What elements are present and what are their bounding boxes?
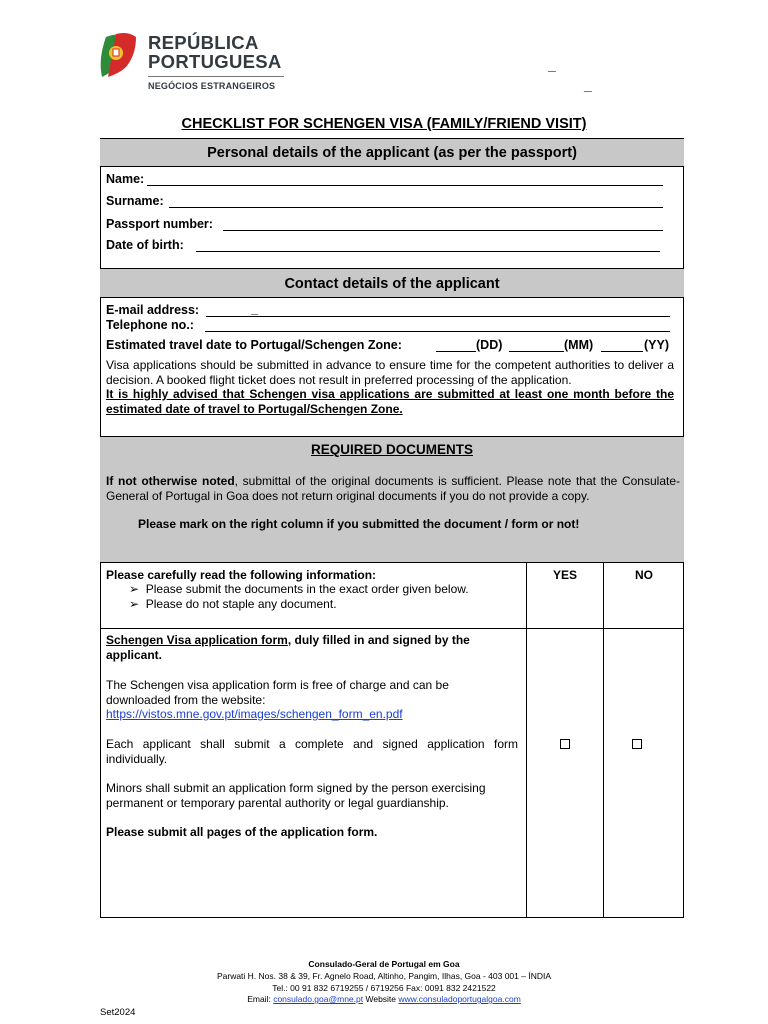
info-bullet-1-text: Please submit the documents in the exact order given below. <box>145 582 469 596</box>
no-column-header: NO <box>635 568 653 582</box>
dob-field[interactable] <box>196 238 660 252</box>
logo <box>98 31 288 95</box>
travel-month-field[interactable] <box>509 338 564 352</box>
header-mark-2: _ <box>584 77 592 93</box>
phone-field[interactable] <box>205 318 670 332</box>
travel-dd-label: (DD) <box>476 338 503 352</box>
arrow-bullet-icon: ➢ <box>129 582 140 596</box>
form-item-heading-link: Schengen Visa application form <box>106 633 288 647</box>
info-heading: Please carefully read the following information: <box>106 568 377 582</box>
footer-email-link[interactable]: consulado.goa@mne.pt <box>273 994 364 1004</box>
form-yes-checkbox[interactable] <box>560 739 570 749</box>
footer-address: Parwati H. Nos. 38 & 39, Fr. Agnelo Road, Altinho, Pangim, Ilhas, Goa - 403 001 – ÍNDIA <box>216 971 552 981</box>
footer-website-label: Website <box>363 994 399 1004</box>
dob-label: Date of birth: <box>106 238 184 252</box>
row-divider <box>100 628 684 629</box>
form-no-checkbox[interactable] <box>632 739 642 749</box>
form-download-link[interactable]: https://vistos.mne.gov.pt/images/schengen_form_en.pdf <box>106 707 403 721</box>
form-item-paragraph-3: Minors shall submit an application form signed by the person exercising permanent or temporary parental authority or legal guardianship. <box>106 781 486 810</box>
required-note <box>106 474 680 503</box>
travel-mm-label: (MM) <box>564 338 594 352</box>
travel-day-field[interactable] <box>436 338 476 352</box>
passport-label: Passport number: <box>106 217 213 231</box>
info-bullet-2-text: Please do not staple any document. <box>145 597 337 611</box>
surname-field[interactable] <box>169 194 663 208</box>
email-label: E-mail address: <box>106 303 200 317</box>
required-documents-heading: REQUIRED DOCUMENTS <box>310 442 473 457</box>
submission-notice: Visa applications should be submitted in advance to ensure time for the competent authorities to deliver a decision. A booked flight ticket does not result in preferred processing of the application. <box>106 358 674 387</box>
mark-instruction: Please mark on the right column if you submitted the document / form or not! <box>138 517 580 531</box>
form-item-heading <box>106 633 524 662</box>
logo-line-3: NEGÓCIOS ESTRANGEIROS <box>148 81 276 91</box>
name-label: Name: <box>106 172 145 186</box>
passport-field[interactable] <box>223 217 663 231</box>
email-field[interactable] <box>206 303 670 317</box>
header-mark-1: _ <box>548 57 556 73</box>
portugal-flag-icon <box>98 31 138 79</box>
arrow-bullet-icon: ➢ <box>129 597 140 611</box>
travel-year-field[interactable] <box>601 338 643 352</box>
travel-yy-label: (YY) <box>644 338 669 352</box>
logo-line-1: REPÚBLICA <box>148 32 259 53</box>
yes-column-header: YES <box>552 568 577 582</box>
personal-details-heading: Personal details of the applicant (as per the passport) <box>100 138 684 167</box>
required-note-bold: If not otherwise noted <box>106 474 235 488</box>
form-item-heading-rest: , duly filled in and signed by the applicant. <box>106 633 470 662</box>
contact-details-heading: Contact details of the applicant <box>100 268 684 298</box>
surname-label: Surname: <box>106 194 164 208</box>
info-bullet-1 <box>129 582 469 597</box>
info-bullet-2 <box>129 597 337 612</box>
travel-date-label: Estimated travel date to Portugal/Schengen Zone: <box>106 338 402 352</box>
form-item-paragraph-1: The Schengen visa application form is free of charge and can be downloaded from the website: <box>106 678 449 707</box>
form-item-paragraph-4: Please submit all pages of the application form. <box>106 825 378 839</box>
date-code: Set2024 <box>100 1007 136 1018</box>
required-note-rest: , submittal of the original documents is sufficient. Please note that the Consulate-General of Portugal in Goa does not return original documents if you do not provide a copy. <box>106 474 680 503</box>
form-item-paragraph-2: Each applicant shall submit a complete and signed application form individually. <box>106 737 518 766</box>
footer-phone: Tel.: 00 91 832 6719255 / 6719256 Fax: 0091 832 2421522 <box>272 983 496 993</box>
name-field[interactable] <box>147 172 663 186</box>
page-title: CHECKLIST FOR SCHENGEN VISA (FAMILY/FRIEND VISIT) <box>181 116 587 132</box>
no-column-divider <box>603 563 604 918</box>
logo-line-2: PORTUGUESA <box>148 51 282 72</box>
submission-advice: It is highly advised that Schengen visa applications are submitted at least one month before the estimated date of travel to Portugal/Schengen Zone. <box>106 387 674 416</box>
footer-email-label: Email: <box>247 994 274 1004</box>
footer-contact <box>0 994 768 1006</box>
footer-consulate: Consulado-Geral de Portugal em Goa <box>308 959 460 969</box>
phone-label: Telephone no.: <box>106 318 194 332</box>
email-underscore: _ <box>251 302 258 316</box>
footer-website-link[interactable]: www.consuladoportugalgoa.com <box>398 994 521 1004</box>
yes-column-divider <box>526 563 527 918</box>
logo-divider <box>148 76 284 77</box>
